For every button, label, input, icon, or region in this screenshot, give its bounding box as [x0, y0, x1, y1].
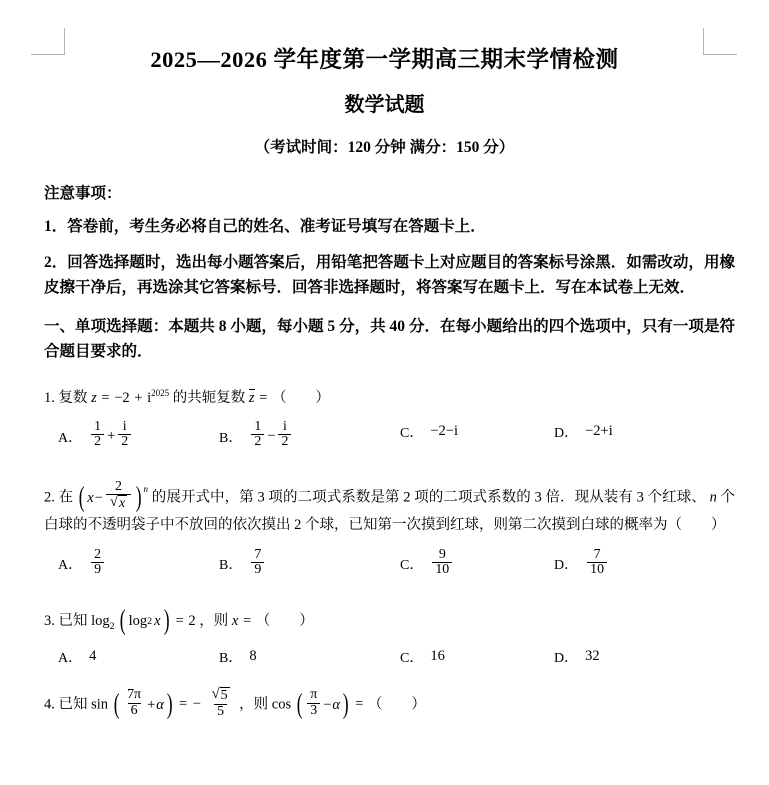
question-3-option-d-value: 32: [585, 648, 600, 665]
question-4-cos-fraction: $\frac{\pi}{3}$: [307, 688, 320, 717]
question-2-power: n: [143, 484, 149, 495]
question-2-option-d-frac: $\frac{7}{10}$: [587, 548, 607, 577]
right-paren-icon: ): [135, 482, 142, 514]
question-1-option-b-frac-1: $\frac{1}{2}$: [251, 420, 264, 449]
question-2-option-b[interactable]: [219, 546, 266, 579]
question-1-option-b[interactable]: [219, 419, 293, 451]
question-1-option-d-value: −2+i: [585, 423, 613, 440]
question-2-stem-var-n: n: [709, 489, 717, 506]
question-4-cos-operator: −: [323, 696, 332, 713]
question-2-option-d-label: D．: [554, 558, 579, 574]
question-2-fraction: 2 √ x: [106, 480, 131, 512]
question-4-alpha: α: [156, 696, 164, 713]
question-3-answer-blank: （ ）: [255, 612, 314, 629]
question-3-option-b-label: B．: [219, 650, 243, 666]
sqrt-icon: √ 5: [211, 686, 228, 704]
question-2-binomial-expression: [77, 479, 149, 514]
question-1-answer-blank: （ ）: [271, 389, 330, 406]
question-3-inner-log-function: log: [128, 613, 148, 630]
right-paren-icon: ): [166, 688, 173, 720]
question-3-option-b-value: 8: [249, 648, 257, 665]
question-3-number: 3.: [44, 612, 55, 629]
question-2-option-a-label: A．: [58, 558, 83, 574]
question-1-option-c[interactable]: [400, 422, 458, 442]
question-4-negative-sign: −: [192, 696, 201, 713]
question-4-sin-operator: +: [147, 696, 156, 713]
question-3-inner-expression: [118, 605, 171, 637]
question-2-option-b-frac: $\frac{7}{9}$: [251, 548, 264, 577]
question-1-option-b-label: B．: [219, 430, 243, 446]
section-heading-single-choice: 一、单项选择题：本题共 8 小题，每小题 5 分，共 40 分．在每小题给出的四个选项中，只有一项是符合题目要求的．: [44, 318, 735, 361]
question-1-exponent: 2025: [151, 387, 170, 398]
question-1-option-b-operator: −: [267, 428, 276, 445]
sqrt-icon: √ x: [109, 494, 126, 512]
notice-heading: 注意事项：: [44, 184, 122, 202]
question-1-option-d[interactable]: [554, 422, 613, 442]
question-3-option-c-value: 16: [430, 648, 445, 665]
question-1-option-b-frac-2: $\frac{i}{2}$: [278, 420, 291, 449]
question-2-option-b-label: B．: [219, 558, 243, 574]
question-3-equals: =: [175, 612, 184, 629]
question-4-rhs-fraction: √ 5 5: [211, 686, 228, 720]
question-1: [44, 387, 735, 409]
left-paren-icon: (: [78, 482, 85, 514]
question-4-cos-argument: [295, 687, 351, 720]
exam-info: （考试时间：120 分钟 满分：150 分）: [254, 139, 515, 156]
question-2: [44, 479, 736, 537]
question-4-sin-fraction: $\frac{7\pi}{6}$: [127, 687, 142, 718]
question-4-alpha-2: α: [332, 696, 341, 713]
question-4-number: 4.: [44, 696, 55, 713]
question-3-equals-2: =: [242, 612, 252, 629]
question-3-option-a-value: 4: [89, 648, 97, 665]
question-1-number: 1.: [44, 389, 55, 406]
notice-item-1: 1．答卷前，考生务必将自己的姓名、准考证号填写在答题卡上．: [44, 217, 486, 235]
question-1-option-a-frac-2: $\frac{i}{2}$: [118, 420, 131, 449]
question-4-equals-2: =: [355, 696, 364, 713]
question-1-option-c-label: C．: [400, 425, 424, 441]
question-3-result-var: x: [231, 612, 239, 629]
right-paren-icon: ): [342, 688, 349, 720]
question-3-stem-after: ，则: [199, 612, 229, 629]
left-paren-icon: (: [296, 688, 303, 720]
left-paren-icon: (: [119, 605, 126, 637]
question-1-var-z: z: [91, 389, 97, 406]
question-1-stem-middle: 的共轭复数: [172, 389, 246, 406]
question-1-minus-two: −2: [114, 389, 130, 406]
question-2-option-c-frac: $\frac{9}{10}$: [432, 548, 452, 577]
question-3-value: 2: [188, 612, 196, 629]
question-2-base-minus: −: [94, 489, 103, 506]
question-3-log-function: log: [91, 612, 110, 629]
question-2-base-var: x: [87, 489, 94, 506]
question-4-stem-prefix: 已知: [58, 696, 88, 713]
question-1-plus: +: [134, 389, 143, 406]
question-3-option-d[interactable]: [554, 647, 600, 667]
question-2-option-c[interactable]: [400, 546, 454, 579]
question-2-option-a[interactable]: [58, 546, 106, 579]
page-title: 2025—2026 学年度第一学期高三期末学情检测: [150, 47, 619, 72]
question-3-option-a[interactable]: [58, 647, 96, 667]
crop-mark-top-right: [701, 28, 737, 60]
question-2-number: 2.: [44, 489, 55, 506]
question-4-cos-function: cos: [271, 696, 292, 713]
question-2-stem-prefix: 在: [58, 489, 74, 506]
question-3-inner-log-base: 2: [147, 615, 153, 627]
question-1-option-a-operator: +: [107, 428, 116, 445]
question-1-option-c-value: −2−i: [430, 423, 458, 440]
question-4: [44, 686, 735, 721]
question-2-option-a-frac: $\frac{2}{9}$: [91, 548, 104, 577]
question-1-option-d-label: D．: [554, 425, 579, 441]
document-body: [0, 184, 769, 721]
question-3-option-a-label: A．: [58, 650, 83, 666]
question-3-log-base: 2: [109, 620, 115, 632]
question-1-conjugate-z: z: [248, 389, 255, 406]
question-1-option-a-label: A．: [58, 430, 83, 446]
question-3-option-c-label: C．: [400, 650, 424, 666]
question-4-answer-blank: （ ）: [367, 696, 426, 713]
question-2-stem-line-2: 个白球的不透明袋子中不放回的依次摸出 2 个球，已知第一次摸到红球，则第二次摸到白球的概率为（ ）: [44, 489, 736, 534]
crop-mark-top-left: [31, 28, 67, 60]
question-3-inner-var: x: [154, 613, 161, 630]
right-paren-icon: ): [163, 605, 170, 637]
question-4-equals: =: [178, 696, 188, 713]
question-3-option-b[interactable]: [219, 647, 257, 667]
notice-item-2: 2．回答选择题时，选出每小题答案后，用铅笔把答题卡上对应题目的答案标号涂黑．如需改动，用橡皮擦干净后，再选涂其它答案标号．回答非选择题时，将答案写在题卡上．写在本试卷上无效．: [44, 254, 735, 297]
question-3: [44, 605, 735, 637]
question-1-equals-2: =: [259, 389, 268, 406]
left-paren-icon: (: [113, 688, 120, 720]
page-subtitle: 数学试题: [344, 94, 425, 116]
question-2-options: [44, 546, 735, 588]
question-3-stem-prefix: 已知: [58, 612, 88, 629]
question-1-equals: =: [101, 389, 110, 406]
question-1-stem-prefix: 复数: [58, 389, 88, 406]
question-1-option-a-frac-1: $\frac{1}{2}$: [91, 420, 104, 449]
question-2-option-d[interactable]: [554, 546, 609, 579]
question-3-options: [44, 647, 735, 667]
question-3-option-c[interactable]: [400, 647, 445, 667]
question-1-option-a[interactable]: [58, 419, 133, 451]
question-1-options: [44, 419, 735, 460]
question-2-stem-after: 的展开式中，第 3 项的二项式系数是第 2 项的二项式系数的 3 倍．现从装有 3 个红球、: [151, 489, 706, 506]
question-3-option-d-label: D．: [554, 650, 579, 666]
question-4-sin-argument: [112, 687, 175, 720]
question-4-sin-function: sin: [91, 696, 109, 713]
question-2-option-c-label: C．: [400, 558, 424, 574]
question-1-imaginary-unit: i: [147, 389, 152, 406]
question-4-stem-mid: ，则: [239, 696, 269, 713]
